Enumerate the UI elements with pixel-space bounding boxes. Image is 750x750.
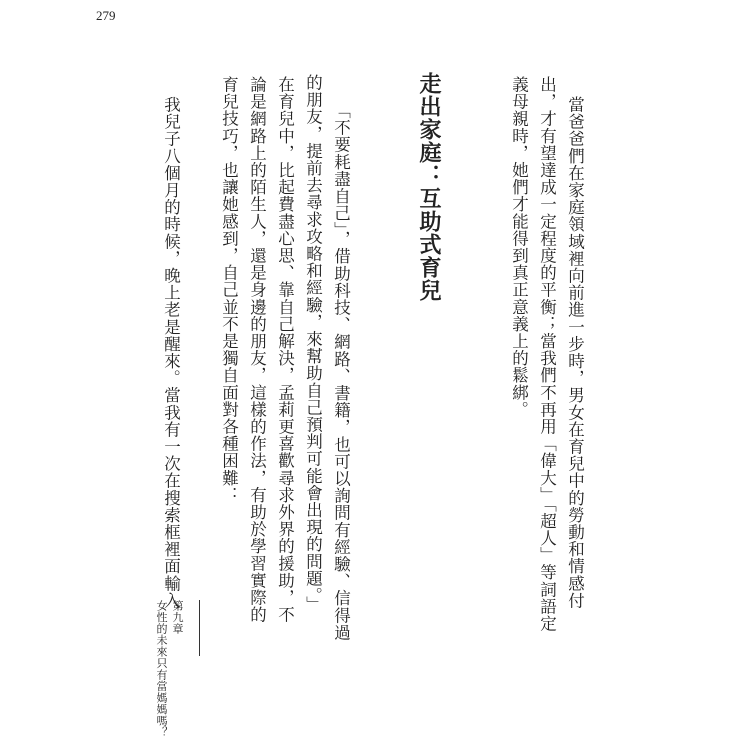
chapter-divider-rule (199, 600, 200, 656)
paragraph-2-line-2: 的朋友，提前去尋求攻略和經驗，來幫助自己預判可能會出現的問題。」 (303, 74, 323, 613)
page-number: 279 (96, 8, 116, 23)
paragraph-2-line-1: 「不要耗盡自己」，借助科技、網路、書籍，也可以詢問有經驗、信得過 (331, 102, 351, 641)
paragraph-1-line-3: 義母親時，她們才能得到真正意義上的鬆綁。 (509, 76, 529, 418)
paragraph-2-line-3: 在育兒中，比起費盡心思、靠自己解決，孟莉更喜歡尋求外界的援助，不 (275, 76, 295, 624)
paragraph-2-line-5: 育兒技巧，也讓她感到，自己並不是獨自面對各種困難： (219, 76, 239, 504)
paragraph-2-line-4: 論是網路上的陌生人，還是身邊的朋友，這樣的作法，有助於學習實際的 (247, 76, 267, 624)
chapter-title: 女性的未來只有當媽媽嗎？ (155, 600, 168, 738)
paragraph-3-line-1: 我兒子八個月的時候，晚上老是醒來。當我有一次在搜索框裡面輸入 (161, 96, 181, 609)
chapter-number: 第九章 (171, 600, 184, 635)
section-heading: 走出家庭：互助式育兒 (416, 72, 442, 302)
paragraph-1-line-2: 出，才有望達成一定程度的平衡；當我們不再用「偉大」「超人」等詞語定 (537, 76, 557, 633)
paragraph-1-line-1: 當爸爸們在家庭領域裡向前進一步時，男女在育兒中的勞動和情感付 (565, 96, 585, 609)
